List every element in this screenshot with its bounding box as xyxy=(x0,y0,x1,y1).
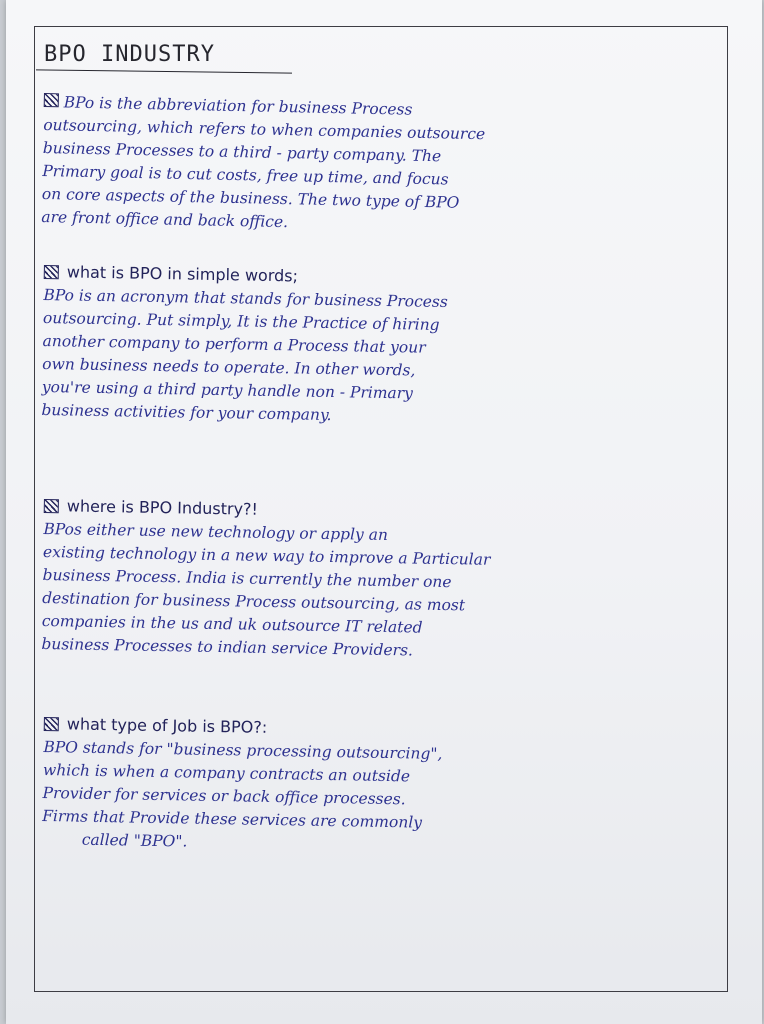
section-line: BPos either use new technology or apply an xyxy=(43,519,389,545)
heading-text: what is BPO in simple words; xyxy=(66,262,299,286)
section-line: Primary goal is to cut costs, free up time, and focus xyxy=(42,161,449,189)
section-line: are front office and back office. xyxy=(41,207,289,232)
section-line: called "BPO". xyxy=(81,830,188,851)
section-intro xyxy=(41,92,486,239)
section-line: Provider for services or back office processes. xyxy=(42,783,406,809)
section-simple-words xyxy=(41,262,448,430)
section-line: own business needs to operate. In other words, xyxy=(42,354,416,380)
section-line: you're using a third party handle non - Primary xyxy=(41,377,414,403)
section-job-type xyxy=(42,714,443,859)
section-line: another company to perform a Process that your xyxy=(42,331,426,357)
section-line: outsourcing, which refers to when companies outsource xyxy=(43,115,486,144)
hatched-box-icon xyxy=(44,264,59,278)
section-where-industry xyxy=(41,496,491,665)
section-line: companies in the us and uk outsource IT related xyxy=(41,611,423,637)
section-line: existing technology in a new way to improve a Particular xyxy=(42,542,491,569)
section-line: on core aspects of the business. The two type of BPO xyxy=(41,184,460,212)
page-title: BPO INDUSTRY xyxy=(44,42,215,67)
hatched-box-icon xyxy=(44,716,59,730)
section-line: destination for business Process outsourcing, as most xyxy=(42,588,466,615)
hatched-box-icon xyxy=(44,93,59,107)
section-line: business Process. India is currently the number one xyxy=(42,565,452,592)
section-line: BPo is an acronym that stands for business Process xyxy=(43,285,448,312)
section-line: BPO stands for "business processing outsourcing", xyxy=(43,737,443,763)
section-line: Firms that Provide these services are commonly xyxy=(42,806,423,832)
hatched-box-icon xyxy=(44,498,59,512)
line-text: BPo is the abbreviation for business Process xyxy=(63,93,413,119)
section-line: outsourcing. Put simply, It is the Practice of hiring xyxy=(42,308,440,334)
section-line: business activities for your company. xyxy=(41,400,332,425)
heading-text: where is BPO Industry?! xyxy=(66,496,259,519)
section-line: business Processes to a third - party company. The xyxy=(42,138,442,166)
heading-text: what type of Job is BPO?: xyxy=(66,714,268,737)
section-line: business Processes to indian service Providers. xyxy=(41,634,414,660)
section-line: which is when a company contracts an outside xyxy=(42,760,411,786)
